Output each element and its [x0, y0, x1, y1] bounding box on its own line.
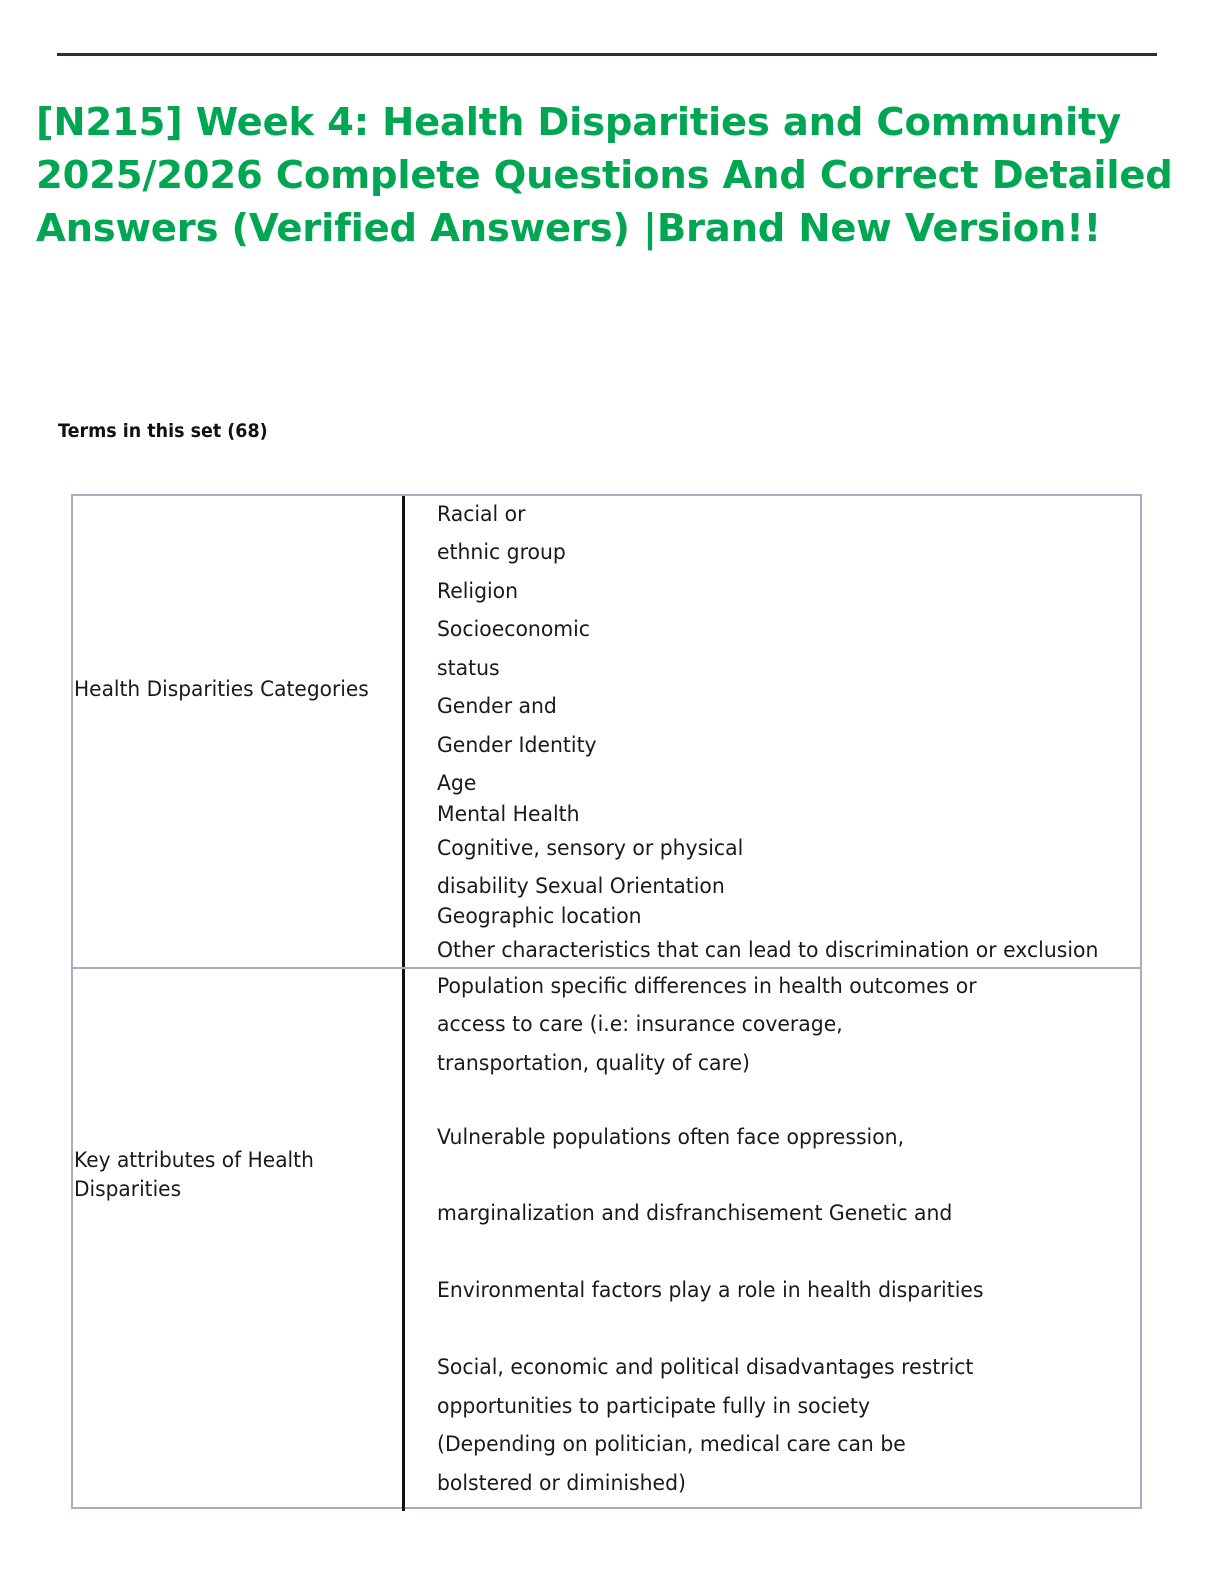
flashcard-table: [71, 494, 1142, 1509]
definition-line: marginalization and disfranchisement Genetic and: [437, 1201, 953, 1225]
definition-line: Cognitive, sensory or physical: [437, 836, 744, 860]
column-divider: [402, 496, 405, 967]
card-term: Health Disparities Categories: [74, 677, 369, 701]
definition-line: transportation, quality of care): [437, 1051, 750, 1075]
definition-line: disability Sexual Orientation: [437, 874, 725, 898]
definition-line: opportunities to participate fully in society: [437, 1394, 871, 1418]
flashcard-row: [73, 496, 1140, 967]
term-line: Key attributes of Health: [74, 1148, 314, 1172]
definition-line: Social, economic and political disadvantages restrict: [437, 1355, 974, 1379]
title-line: Answers (Verified Answers) |Brand New Version!!: [36, 206, 1101, 251]
definition-line: Religion: [437, 579, 519, 603]
definition-line: Gender and: [437, 694, 557, 718]
title-line: 2025/2026 Complete Questions And Correct Detailed: [36, 153, 1173, 198]
definition-line: Geographic location: [437, 904, 642, 928]
flashcard-row: [73, 967, 1140, 1511]
definition-line: Racial or: [437, 502, 526, 526]
document-title: [36, 96, 1186, 255]
definition-line: (Depending on politician, medical care can be: [437, 1432, 906, 1456]
definition-line: access to care (i.e: insurance coverage,: [437, 1012, 843, 1036]
terms-count-heading: Terms in this set (68): [58, 420, 268, 442]
column-divider: [402, 969, 405, 1511]
definition-line: Age: [437, 771, 477, 795]
definition-line: Environmental factors play a role in health disparities: [437, 1278, 984, 1302]
title-line: [N215] Week 4: Health Disparities and Community: [36, 100, 1122, 145]
definition-line: Gender Identity: [437, 733, 597, 757]
definition-line: ethnic group: [437, 540, 566, 564]
card-term: [74, 1146, 381, 1204]
term-line: Disparities: [74, 1177, 182, 1201]
definition-line: Socioeconomic: [437, 617, 590, 641]
definition-line: Vulnerable populations often face oppression,: [437, 1125, 905, 1149]
definition-line: Population specific differences in health outcomes or: [437, 974, 977, 998]
definition-line: Mental Health: [437, 802, 580, 826]
definition-line: status: [437, 656, 500, 680]
top-rule: [57, 53, 1157, 56]
definition-line: Other characteristics that can lead to discrimination or exclusion: [437, 938, 1099, 962]
definition-line: bolstered or diminished): [437, 1471, 686, 1495]
